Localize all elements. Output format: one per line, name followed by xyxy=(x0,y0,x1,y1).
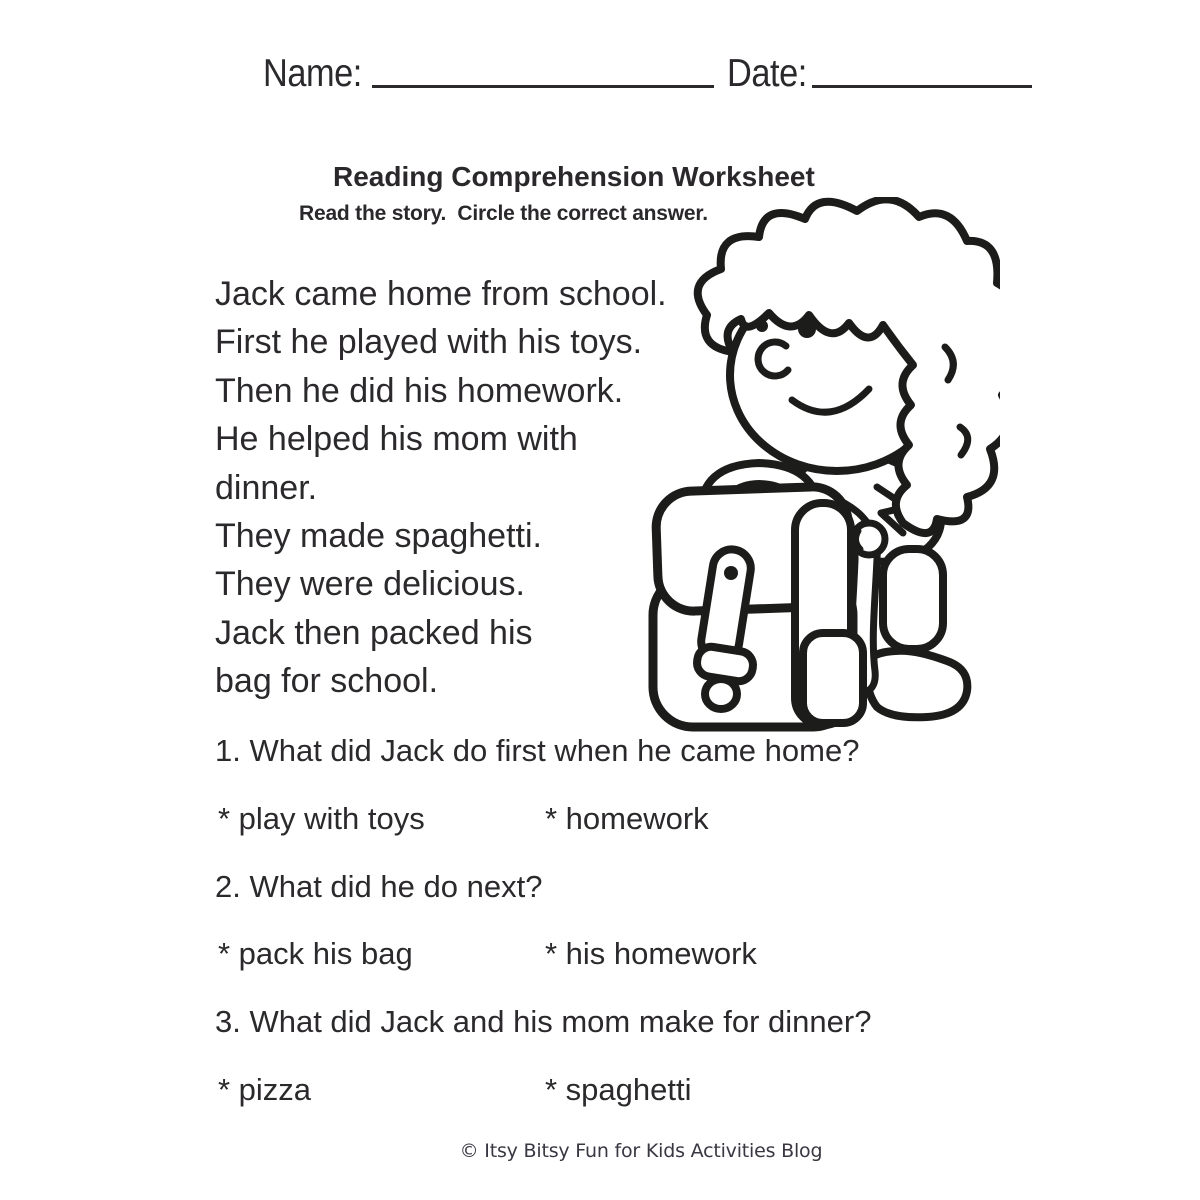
question-2-option-a: * pack his bag xyxy=(218,936,413,971)
question-2: 2. What did he do next? xyxy=(215,869,543,904)
worksheet-instructions: Read the story. Circle the correct answer. xyxy=(299,202,708,225)
backpack xyxy=(653,463,863,727)
story-line: First he played with his toys. xyxy=(215,323,643,362)
story-line: Jack came home from school. xyxy=(215,275,667,313)
story-line: dinner. xyxy=(215,468,318,507)
story-line: Then he did his homework. xyxy=(215,371,624,410)
question-3-option-b: * spaghetti xyxy=(545,1072,692,1107)
question-2-option-b: * his homework xyxy=(545,936,757,971)
story-line: bag for school. xyxy=(215,662,439,701)
story-text xyxy=(215,270,667,706)
name-label: Name: xyxy=(263,52,362,95)
name-blank-line xyxy=(372,85,714,88)
question-1: 1. What did Jack do first when he came home? xyxy=(215,733,860,768)
story-line: Jack then packed his xyxy=(215,613,533,652)
copyright-credit: © Itsy Bitsy Fun for Kids Activities Blog xyxy=(459,1140,823,1162)
worksheet-title: Reading Comprehension Worksheet xyxy=(333,161,815,192)
question-1-option-a: * play with toys xyxy=(218,801,425,836)
story-line: He helped his mom with xyxy=(215,420,578,459)
backpack-pocket xyxy=(803,633,863,723)
boy-leg xyxy=(867,549,967,717)
question-3: 3. What did Jack and his mom make for dinner? xyxy=(215,1004,872,1039)
boy-with-backpack-illustration xyxy=(645,197,1000,732)
question-1-option-b: * homework xyxy=(545,801,709,836)
date-blank-line xyxy=(812,85,1032,88)
shoe xyxy=(867,651,967,718)
boy-hand xyxy=(853,523,885,555)
story-line: They made spaghetti. xyxy=(215,517,542,556)
question-3-option-a: * pizza xyxy=(218,1072,312,1107)
story-line: They were delicious. xyxy=(215,565,525,604)
date-label: Date: xyxy=(727,52,807,95)
